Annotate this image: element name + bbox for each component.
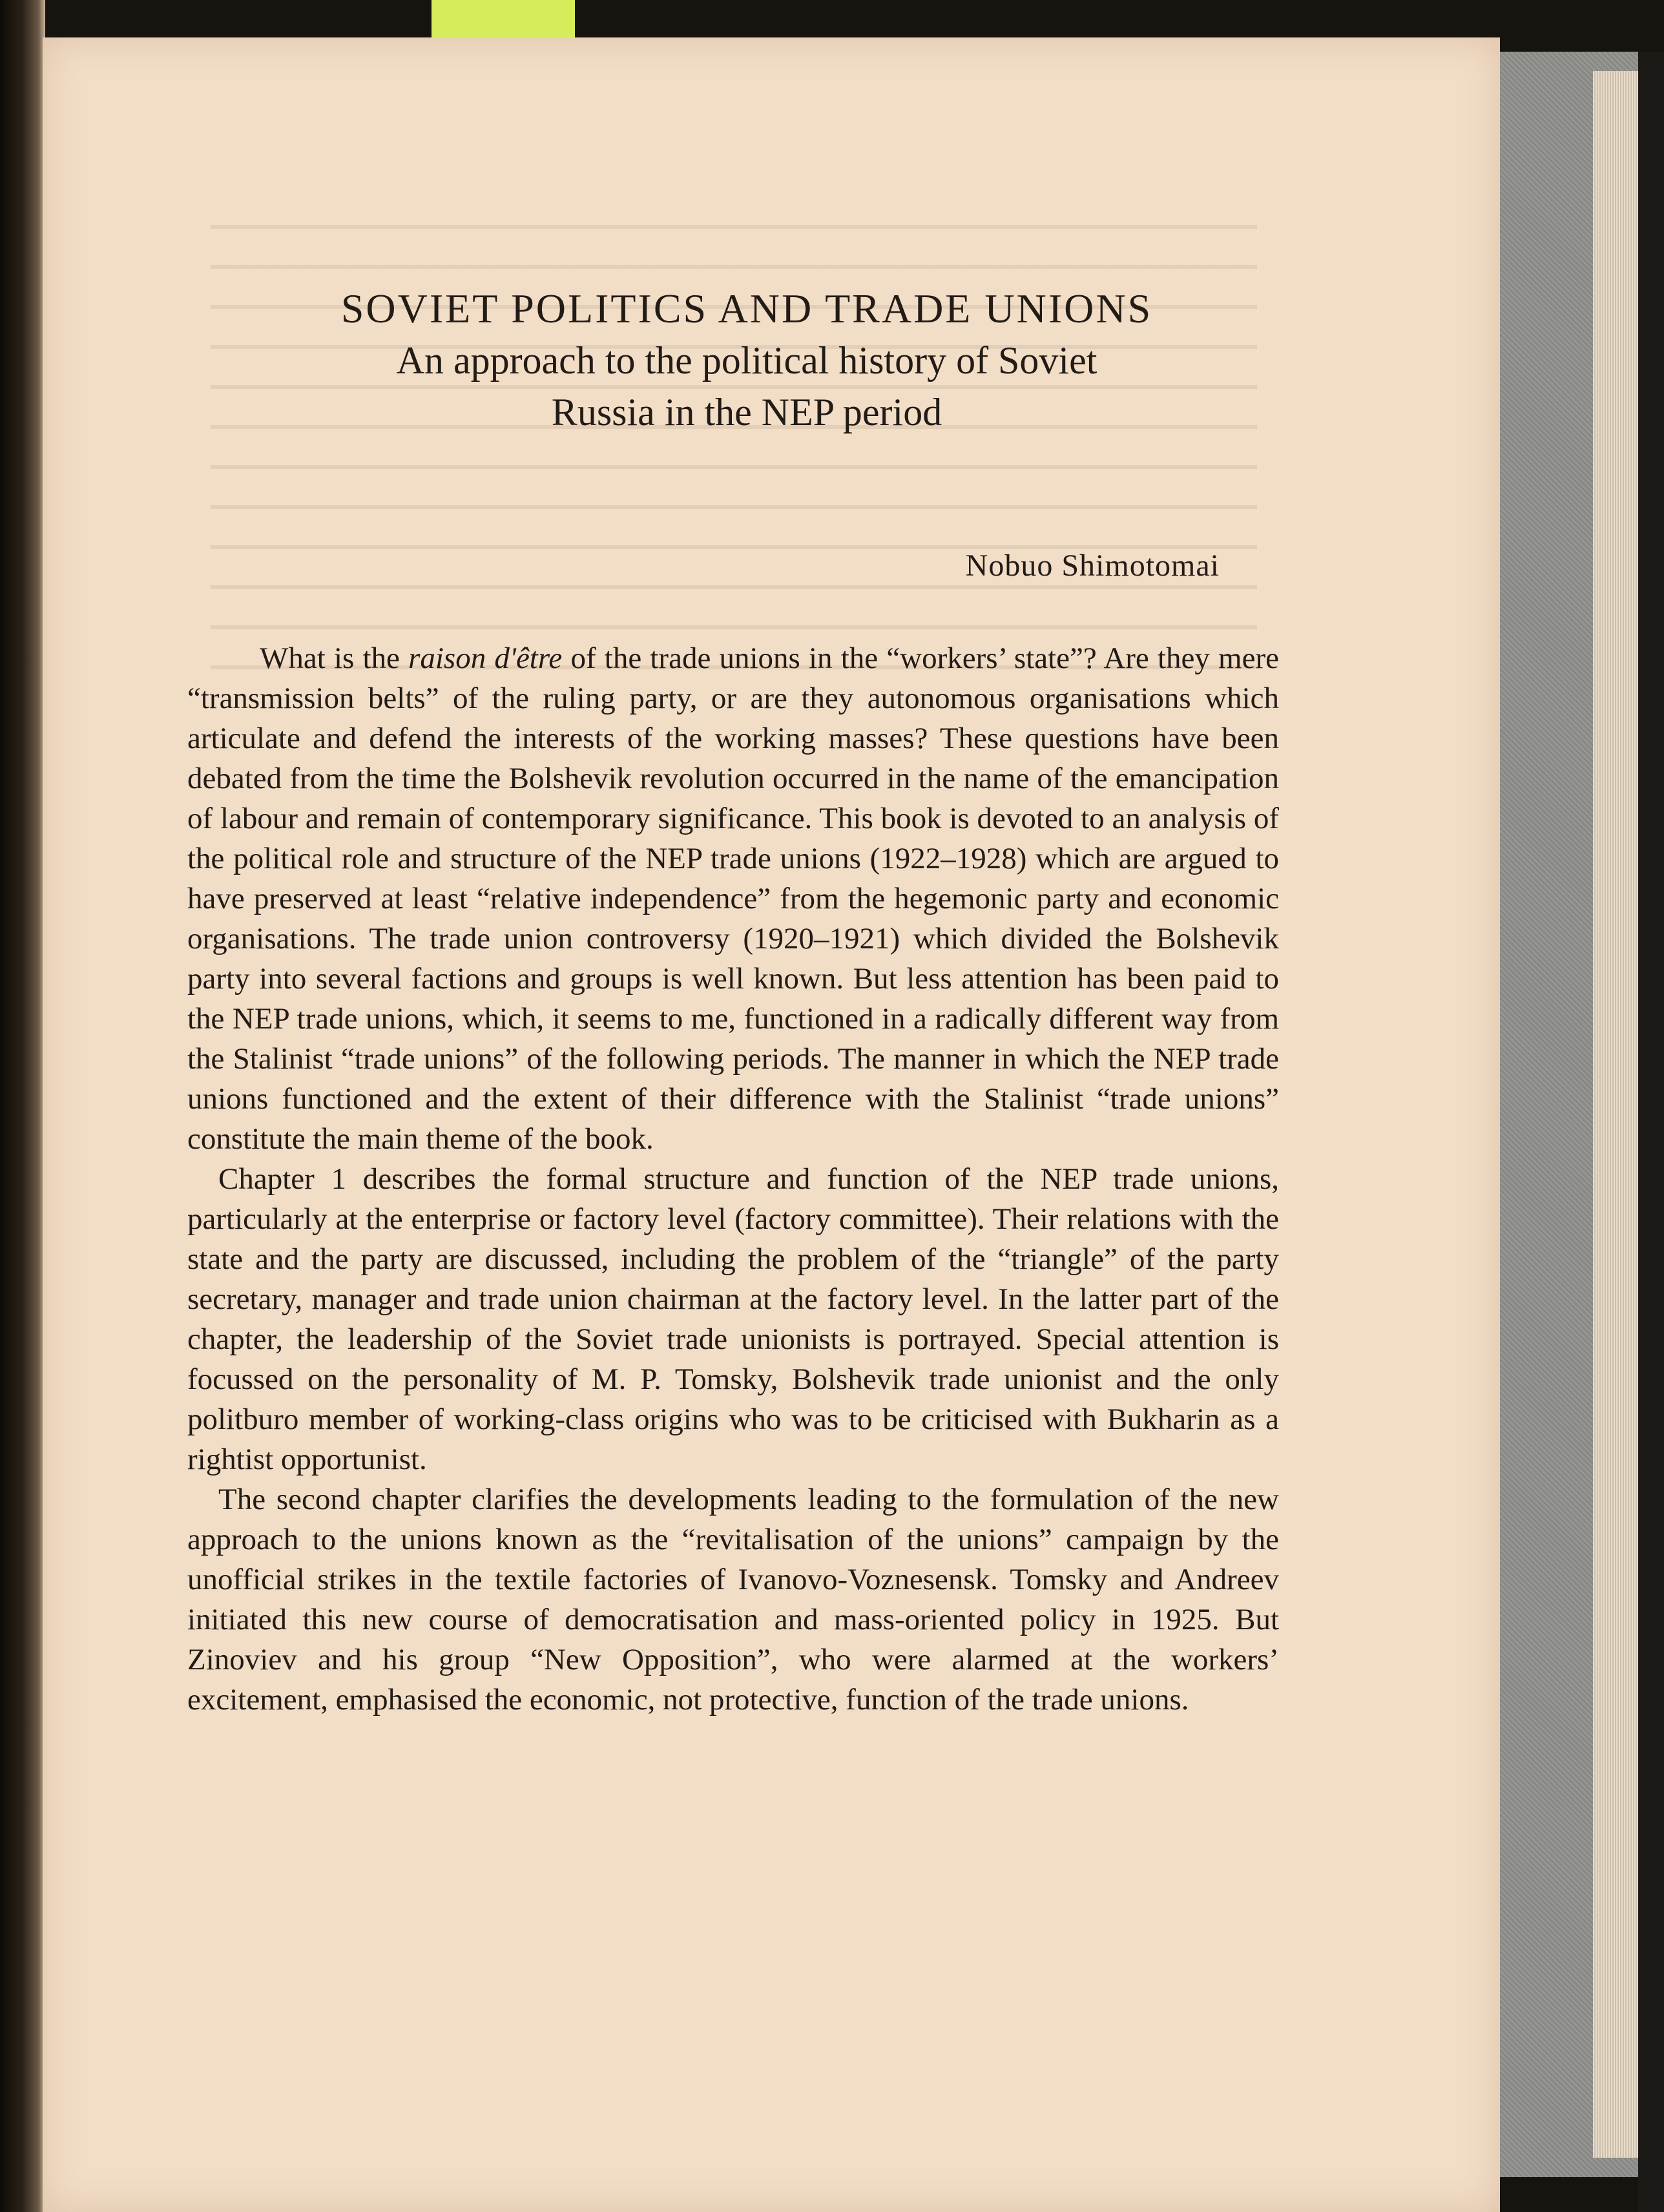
- subtitle-line-1: An approach to the political history of Soviet: [396, 339, 1097, 382]
- book-binding-left: [0, 0, 45, 2212]
- book-page: [43, 37, 1500, 2212]
- body-text: [187, 638, 1279, 1720]
- cover-edge-shadow: [1638, 52, 1664, 2212]
- subtitle-line-2: Russia in the NEP period: [551, 391, 942, 433]
- paragraph-3: The second chapter clarifies the developments leading to the formulation of the new approach to the unions known as the “revitalisation of the unions” campaign by the unofficial strikes in the textile factories of Ivanovo-Voznesensk. Tomsky and Andreev initiated this new course of democratisation and mass-oriented policy in 1925. But Zinoviev and his group “New Opposition”, who were alarmed at the workers’ excitement, emphasised the economic, not protective, function of the trade unions.: [187, 1483, 1279, 1716]
- title-block: [262, 283, 1231, 438]
- paragraph-2: Chapter 1 describes the formal structure and function of the NEP trade unions, particularly at the enterprise or factory level (factory committee). Their relations with the state and the party are discussed, including the problem of the “triangle” of the party secretary, manager and trade union chairman at the factory level. In the latter part of the chapter, the leadership of the Soviet trade unionists is portrayed. Special attention is focussed on the personality of M. P. Tomsky, Bolshevik trade unionist and the only politburo member of working-class origins who was to be criticised with Bukharin as a rightist opportunist.: [187, 1162, 1279, 1476]
- page-content: [43, 37, 1500, 2212]
- paragraph-1-rest: of the trade unions in the “workers’ state”? Are they mere “transmission belts” of the ruling party, or are they autonomous organisations which articulate and defend the interests of the working masses? These questions have been debated from the time the Bolshevik revolution occurred in the name of the emancipation of labour and remain of contemporary significance. This book is devoted to an analysis of the political role and structure of the NEP trade unions (1922–1928) which are argued to have preserved at least “relative independence” from the hegemonic party and economic organisations. The trade union controversy (1920–1921) which divided the Bolshevik party into several factions and groups is well known. But less attention has been paid to the NEP trade unions, which, it seems to me, functioned in a radically different way from the Stalinist “trade unions” of the following periods. The manner in which the NEP trade unions functioned and the extent of their difference with the Stalinist “trade unions” constitute the main theme of the book.: [187, 642, 1279, 1156]
- paragraph-1-start: What is the: [260, 642, 409, 675]
- paragraph-1-italic: raison d'être: [408, 642, 563, 675]
- author-name: Nobuo Shimotomai: [965, 548, 1220, 583]
- page-title: SOVIET POLITICS AND TRADE UNIONS: [340, 286, 1153, 331]
- sticky-tab: [432, 0, 575, 37]
- paragraph-1: [187, 638, 1279, 1159]
